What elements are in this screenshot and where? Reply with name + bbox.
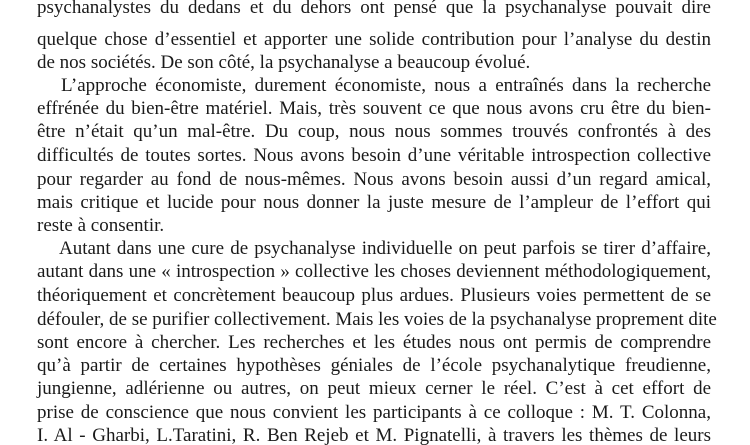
text-line: pour regarder au fond de nous-mêmes. Nous avons besoin aussi d’un regard amical, bbox=[37, 169, 711, 190]
text-line: L’approche économiste, durement économiste, nous a entraînés dans la recherche bbox=[61, 75, 711, 96]
text-line: reste à consentir. bbox=[37, 215, 165, 236]
text-line: mais critique et lucide pour nous donner la juste mesure de l’ampleur de l’effort qui bbox=[37, 192, 711, 213]
text-line: autant dans une « introspection » collective les choses deviennent méthodologiquement, bbox=[37, 261, 711, 282]
text-line: sont encore à chercher. Les recherches et les études nous ont permis de comprendre bbox=[37, 332, 711, 353]
text-line: qu’à partir de certaines hypothèses géniales de l’école psychanalytique freudienne, bbox=[37, 355, 711, 376]
text-line: quelque chose d’essentiel et apporter une solide contribution pour l’analyse du destin bbox=[37, 29, 711, 50]
text-line: être n’était qu’un mal-être. Du coup, nous nous sommes trouvés confrontés à des bbox=[37, 121, 711, 142]
text-line: effrénée du bien-être matériel. Mais, très souvent ce que nous avons cru être du bien- bbox=[37, 98, 711, 119]
text-line: I. Al - Gharbi, L.Taratini, R. Ben Rejeb et M. Pignatelli, à travers les thèmes de leurs bbox=[37, 425, 711, 445]
text-line: Autant dans une cure de psychanalyse individuelle on peut parfois se tirer d’affaire, bbox=[59, 238, 711, 259]
text-line: psychanalystes du dedans et du dehors ont pensé que la psychanalyse pouvait dire bbox=[37, 0, 711, 18]
text-line: de nos sociétés. De son côté, la psychanalyse a beaucoup évolué. bbox=[37, 52, 531, 73]
text-line: défouler, de se purifier collectivement. Mais les voies de la psychanalyse proprement dite bbox=[37, 309, 717, 330]
text-line: difficultés de toutes sortes. Nous avons besoin d’une véritable introspection collective bbox=[37, 145, 711, 166]
text-line: théoriquement et concrètement beaucoup plus ardues. Plusieurs voies permettent de se bbox=[37, 285, 711, 306]
text-line: jungienne, adlérienne ou autres, on peut mieux cerner le réel. C’est à cet effort de bbox=[37, 378, 711, 399]
text-line: prise de conscience que nous convient les participants à ce colloque : M. T. Colonna, bbox=[37, 402, 711, 423]
